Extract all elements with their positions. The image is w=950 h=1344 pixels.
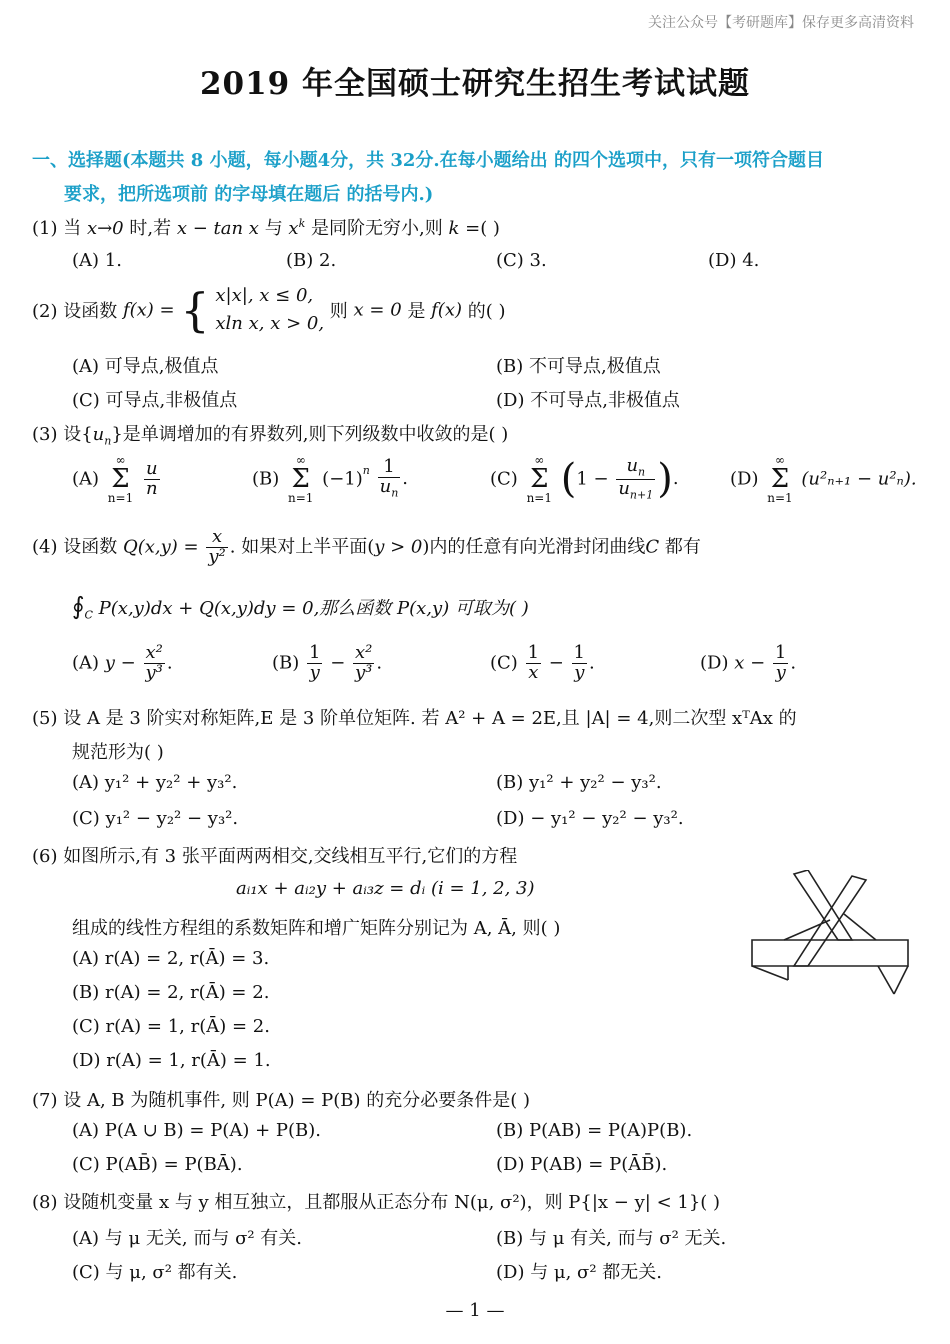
- question-3-option-c: (C) ∞ Σ n=1 (1 − $\frac{u_n}{u_{n+1}}$ ).: [490, 453, 679, 505]
- left-brace: {: [180, 283, 210, 337]
- question-6-option-b: (B) r(A) = 2, r(Ā) = 2.: [72, 982, 270, 1003]
- question-5-option-c: (C) y₁² − y₂² − y₃².: [72, 808, 239, 829]
- fraction: $\frac{\text{x²}}{\text{y³}}$: [145, 642, 163, 683]
- question-2-option-b: (B) 不可导点,极值点: [496, 356, 661, 377]
- question-5-line2: 规范形为( ): [72, 742, 164, 763]
- page-title: 2019 年全国硕士研究生招生考试试题: [199, 66, 751, 102]
- question-3-option-b: (B) ∞ Σ n=1 $(-1)^n$ $\frac{1}{u_n}$ .: [252, 453, 409, 505]
- section-heading-line1: 一、选择题(本题共 8 小题，每小题4分，共 32分.在每小题给出 的四个选项中，只有一项符合题目: [32, 150, 824, 171]
- question-8-line1: (8) 设随机变量 x 与 y 相互独立，且都服从正态分布 N(μ, σ²)，则 P{|x − y| < 1}( ): [32, 1192, 721, 1213]
- question-2-option-c: (C) 可导点,非极值点: [72, 390, 238, 411]
- question-1-stem: (1) 当 x→0 时,若 x − tan x 与 $x^k$ 是同阶无穷小,则 k =( ): [32, 217, 500, 239]
- question-6-equation: aᵢ₁x + aᵢ₂y + aᵢ₃z = dᵢ (i = 1, 2, 3): [236, 878, 535, 899]
- question-4-option-b: (B) $\frac{1}{y}$ − $\frac{\text{x²}}{\text{y³}}$ .: [272, 642, 383, 683]
- question-2-option-d: (D) 不可导点,非极值点: [496, 390, 680, 411]
- question-8-option-a: (A) 与 μ 无关, 而与 σ² 有关.: [72, 1228, 303, 1249]
- question-6-option-d: (D) r(A) = 1, r(Ā) = 1.: [72, 1050, 271, 1071]
- question-5-option-a: (A) y₁² + y₂² + y₃².: [72, 772, 238, 793]
- watermark-text: 关注公众号【考研题库】保存更多高清资料: [648, 15, 914, 31]
- sum-symbol: ∞ Σ n=1: [107, 453, 134, 505]
- contour-integral-symbol: ∮: [72, 592, 85, 620]
- question-3-stem: (3) 设$\{u_n\}$是单调增加的有界数列,则下列级数中收敛的是( ): [32, 424, 509, 448]
- question-6-line1: (6) 如图所示,有 3 张平面两两相交,交线相互平行,它们的方程: [32, 846, 518, 867]
- question-5-line1: (5) 设 A 是 3 阶实对称矩阵,E 是 3 阶单位矩阵. 若 A² + A = 2E,且 |A| = 4,则二次型 xᵀAx 的: [32, 708, 797, 729]
- question-1-option-c: (C) 3.: [496, 250, 547, 271]
- question-4-option-d: (D) x − $\frac{1}{y}$ .: [700, 642, 797, 683]
- question-2-stem: (2) 设函数 f(x) = { x|x|, x ≤ 0, xln x, x > 0, 则 x = 0 是 f(x) 的( ): [32, 283, 506, 337]
- question-8-option-d: (D) 与 μ, σ² 都无关.: [496, 1262, 663, 1283]
- three-planes-figure: [748, 870, 914, 996]
- section-heading-line2: 要求，把所选项前 的字母填在题后 的括号内.): [64, 184, 434, 205]
- fraction: $\frac{1}{y}$: [309, 642, 321, 683]
- left-tilted-plane: [794, 870, 852, 940]
- question-7-option-d: (D) P(AB) = P(ĀB̄).: [496, 1154, 668, 1175]
- fraction: $\frac{u}{n}$: [145, 457, 158, 499]
- question-1-option-a: (A) 1.: [72, 250, 122, 271]
- question-7-option-b: (B) P(AB) = P(A)P(B).: [496, 1120, 693, 1141]
- fraction: $\frac{1}{u_n}$: [379, 456, 399, 500]
- page-number: — 1 —: [445, 1300, 505, 1321]
- fraction: $\frac{1}{y}$: [774, 642, 787, 683]
- question-7-option-c: (C) P(AB̄) = P(BĀ).: [72, 1154, 243, 1175]
- question-4-stem: (4) 设函数 Q(x,y) = $\frac{x}{\text{y²}}$ . 如果对上半平面(y > 0)内的任意有向光滑封闭曲线C 都有: [32, 526, 701, 567]
- question-6-option-a: (A) r(A) = 2, r(Ā) = 3.: [72, 948, 270, 969]
- question-3-option-a: (A) ∞ Σ n=1 $\frac{u}{n}$: [72, 453, 158, 505]
- question-7-option-a: (A) P(A ∪ B) = P(A) + P(B).: [72, 1120, 321, 1141]
- horizontal-plane: [752, 940, 908, 966]
- question-6-line3: 组成的线性方程组的系数矩阵和增广矩阵分别记为 A, Ā, 则( ): [72, 918, 561, 939]
- question-7-line1: (7) 设 A, B 为随机事件, 则 P(A) = P(B) 的充分必要条件是( ): [32, 1090, 531, 1111]
- question-8-option-c: (C) 与 μ, σ² 都有关.: [72, 1262, 238, 1283]
- question-6-option-c: (C) r(A) = 1, r(Ā) = 2.: [72, 1016, 270, 1037]
- sum-symbol: ∞ Σ n=1: [288, 453, 314, 505]
- question-4-option-a: (A) y − $\frac{\text{x²}}{\text{y³}}$ .: [72, 642, 173, 683]
- question-8-option-b: (B) 与 μ 有关, 而与 σ² 无关.: [496, 1228, 727, 1249]
- fraction: $\frac{1}{x}$: [527, 642, 540, 683]
- question-1-option-b: (B) 2.: [286, 250, 337, 271]
- piecewise-cases: x|x|, x ≤ 0, xln x, x > 0,: [215, 285, 325, 334]
- question-5-option-b: (B) y₁² + y₂² − y₃².: [496, 772, 662, 793]
- fraction: $\frac{u_n}{u_{n+1}}$: [618, 455, 654, 502]
- question-4-line2: $∮_C$ P(x,y)dx + Q(x,y)dy = 0,那么函数 P(x,y) 可取为( ): [72, 592, 529, 622]
- question-1-option-d: (D) 4.: [708, 250, 760, 271]
- sum-symbol: ∞ Σ n=1: [526, 453, 552, 505]
- question-3-option-d: (D) ∞ Σ n=1 (u²ₙ₊₁ − u²ₙ).: [730, 453, 917, 505]
- sum-symbol: ∞ Σ n=1: [767, 453, 793, 505]
- question-5-option-d: (D) − y₁² − y₂² − y₃².: [496, 808, 684, 829]
- fraction: $\frac{\text{x²}}{\text{y³}}$: [355, 642, 373, 683]
- fraction: $\frac{x}{\text{y²}}$: [208, 526, 226, 567]
- question-4-option-c: (C) $\frac{1}{x}$ − $\frac{1}{y}$ .: [490, 642, 595, 683]
- fraction: $\frac{1}{y}$: [573, 642, 585, 683]
- question-2-option-a: (A) 可导点,极值点: [72, 356, 219, 377]
